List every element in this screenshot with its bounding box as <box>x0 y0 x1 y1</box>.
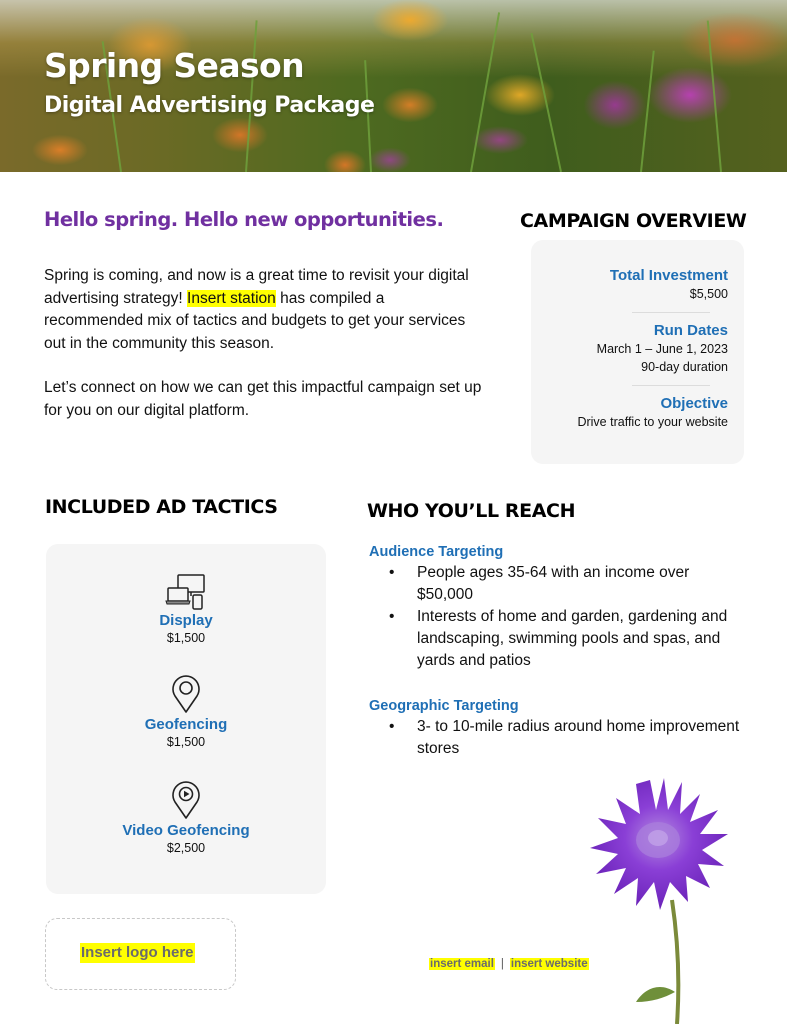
ad-tactics-card <box>46 544 326 894</box>
overview-value: Drive traffic to your website <box>577 415 728 429</box>
tactic-price: $1,500 <box>166 631 206 645</box>
logo-placeholder-text: Insert logo here <box>81 944 194 961</box>
overview-value: 90-day duration <box>641 360 728 374</box>
geographic-targeting-list <box>369 716 749 760</box>
audience-targeting-group <box>369 542 749 672</box>
contact-line <box>429 958 589 970</box>
geographic-targeting-title: Geographic Targeting <box>369 698 519 714</box>
intro-paragraph-2: Let’s connect on how we can get this impactful campaign set up for you on our digital platform. <box>44 379 482 419</box>
audience-targeting-title: Audience Targeting <box>369 544 504 560</box>
overview-label: Total Investment <box>609 267 728 284</box>
intro-text: has compiled a recommended mix of tactics and budgets to get your services out in the community this season. <box>44 289 466 352</box>
banner-subtitle: Digital Advertising Package <box>44 93 375 118</box>
list-item <box>369 606 749 672</box>
banner-title: Spring Season <box>44 46 305 85</box>
tactic-name: Display <box>159 612 213 629</box>
list-item <box>369 562 749 606</box>
purple-aster-flower-image <box>560 770 750 1024</box>
email-placeholder: insert email <box>430 958 494 970</box>
campaign-overview-heading: CAMPAIGN OVERVIEW <box>520 210 747 232</box>
video-pin-icon <box>171 780 201 820</box>
intro-text: Spring is coming, and now is a great time to revisit your digital advertising strategy! <box>44 267 469 307</box>
bullet-text: Interests of home and garden, gardening and landscaping, swimming pools and spas, and yards and patios <box>417 608 728 669</box>
tactic-price: $2,500 <box>166 841 206 855</box>
who-youll-reach-heading: WHO YOU’LL REACH <box>367 500 576 522</box>
reach-section <box>369 542 749 784</box>
separator: | <box>500 958 504 970</box>
tactic-name: Video Geofencing <box>122 822 250 839</box>
overview-item-run-dates <box>547 321 728 376</box>
bullet-icon: • <box>389 564 395 581</box>
geographic-targeting-group <box>369 696 749 760</box>
intro-headline: Hello spring. Hello new opportunities. <box>44 208 444 231</box>
devices-icon <box>165 574 207 610</box>
station-placeholder: Insert station <box>187 289 276 307</box>
header-banner-image <box>0 0 787 172</box>
campaign-overview-card <box>531 240 744 464</box>
overview-value: $5,500 <box>689 287 728 301</box>
bullet-icon: • <box>389 608 395 625</box>
logo-placeholder-box <box>45 918 236 990</box>
list-item <box>369 716 749 760</box>
tactic-name: Geofencing <box>144 716 228 733</box>
ad-tactics-heading: INCLUDED AD TACTICS <box>45 496 278 518</box>
tactic-display <box>46 574 326 647</box>
divider <box>632 312 710 313</box>
overview-item-objective <box>547 394 728 431</box>
tactic-price: $1,500 <box>166 735 206 749</box>
overview-label: Objective <box>660 395 728 412</box>
bullet-text: 3- to 10-mile radius around home improvement stores <box>417 718 740 757</box>
bullet-icon: • <box>389 718 395 735</box>
intro-paragraph-1 <box>44 265 484 355</box>
bullet-text: People ages 35-64 with an income over $50,000 <box>417 564 690 603</box>
tactic-video-geofencing <box>46 780 326 857</box>
overview-item-investment <box>547 266 728 303</box>
website-placeholder: insert website <box>510 958 588 970</box>
intro-body <box>44 265 484 444</box>
map-pin-icon <box>171 674 201 714</box>
overview-label: Run Dates <box>653 322 728 339</box>
overview-value: March 1 – June 1, 2023 <box>596 342 728 356</box>
tactic-geofencing <box>46 674 326 751</box>
divider <box>632 385 710 386</box>
audience-targeting-list <box>369 562 749 672</box>
